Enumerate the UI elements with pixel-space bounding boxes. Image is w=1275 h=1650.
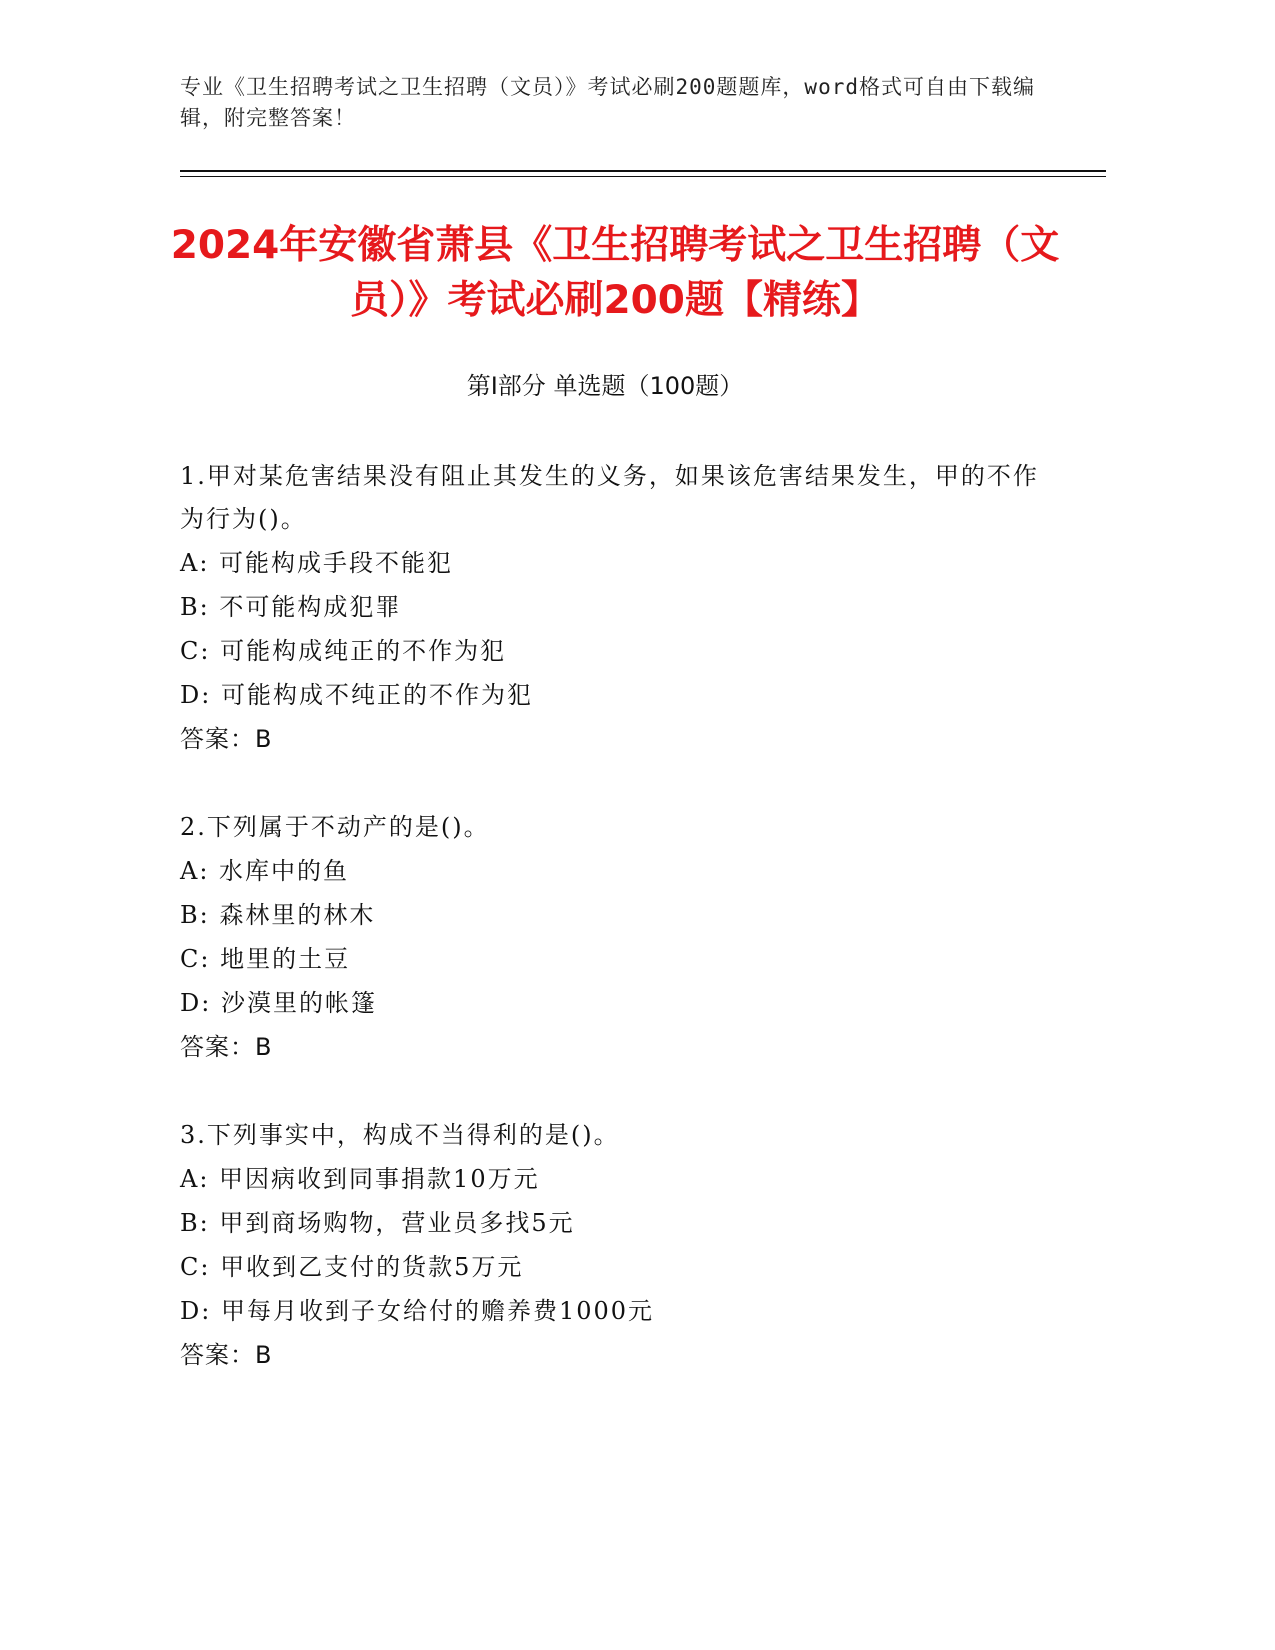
option-c: C: 地里的土豆	[180, 945, 351, 973]
option-a: A: 可能构成手段不能犯	[180, 549, 454, 577]
header-divider-thick	[180, 170, 1106, 172]
option-b: B: 甲到商场购物，营业员多找5元	[180, 1209, 575, 1237]
answer: 答案：B	[180, 1033, 273, 1061]
option-c: C: 甲收到乙支付的货款5万元	[180, 1253, 524, 1281]
option-d: D: 沙漠里的帐篷	[180, 989, 377, 1017]
question-list	[180, 455, 1040, 1422]
answer: 答案：B	[180, 725, 273, 753]
option-d: D: 可能构成不纯正的不作为犯	[180, 681, 533, 709]
question-3	[180, 1114, 1040, 1377]
question-1	[180, 455, 1040, 761]
option-b: B: 森林里的林木	[180, 901, 376, 929]
intro-text: 专业《卫生招聘考试之卫生招聘（文员）》考试必刷200题题库，word格式可自由下载编辑，附完整答案！	[180, 75, 1035, 130]
option-d: D: 甲每月收到子女给付的赡养费1000元	[180, 1297, 655, 1325]
answer: 答案：B	[180, 1341, 273, 1369]
document-title: 2024年安徽省萧县《卫生招聘考试之卫生招聘（文员）》考试必刷200题【精练】	[170, 223, 1060, 323]
question-stem: 2.下列属于不动产的是()。	[180, 813, 490, 841]
option-c: C: 可能构成纯正的不作为犯	[180, 637, 507, 665]
option-a: A: 水库中的鱼	[180, 857, 350, 885]
option-b: B: 不可能构成犯罪	[180, 593, 402, 621]
question-2	[180, 806, 1040, 1069]
question-stem: 1.甲对某危害结果没有阻止其发生的义务，如果该危害结果发生，甲的不作为行为()。	[180, 462, 1039, 533]
option-a: A: 甲因病收到同事捐款10万元	[180, 1165, 540, 1193]
header-divider-thin	[180, 176, 1106, 177]
section-title: 第I部分 单选题（100题）	[466, 372, 744, 400]
question-stem: 3.下列事实中，构成不当得利的是()。	[180, 1121, 620, 1149]
